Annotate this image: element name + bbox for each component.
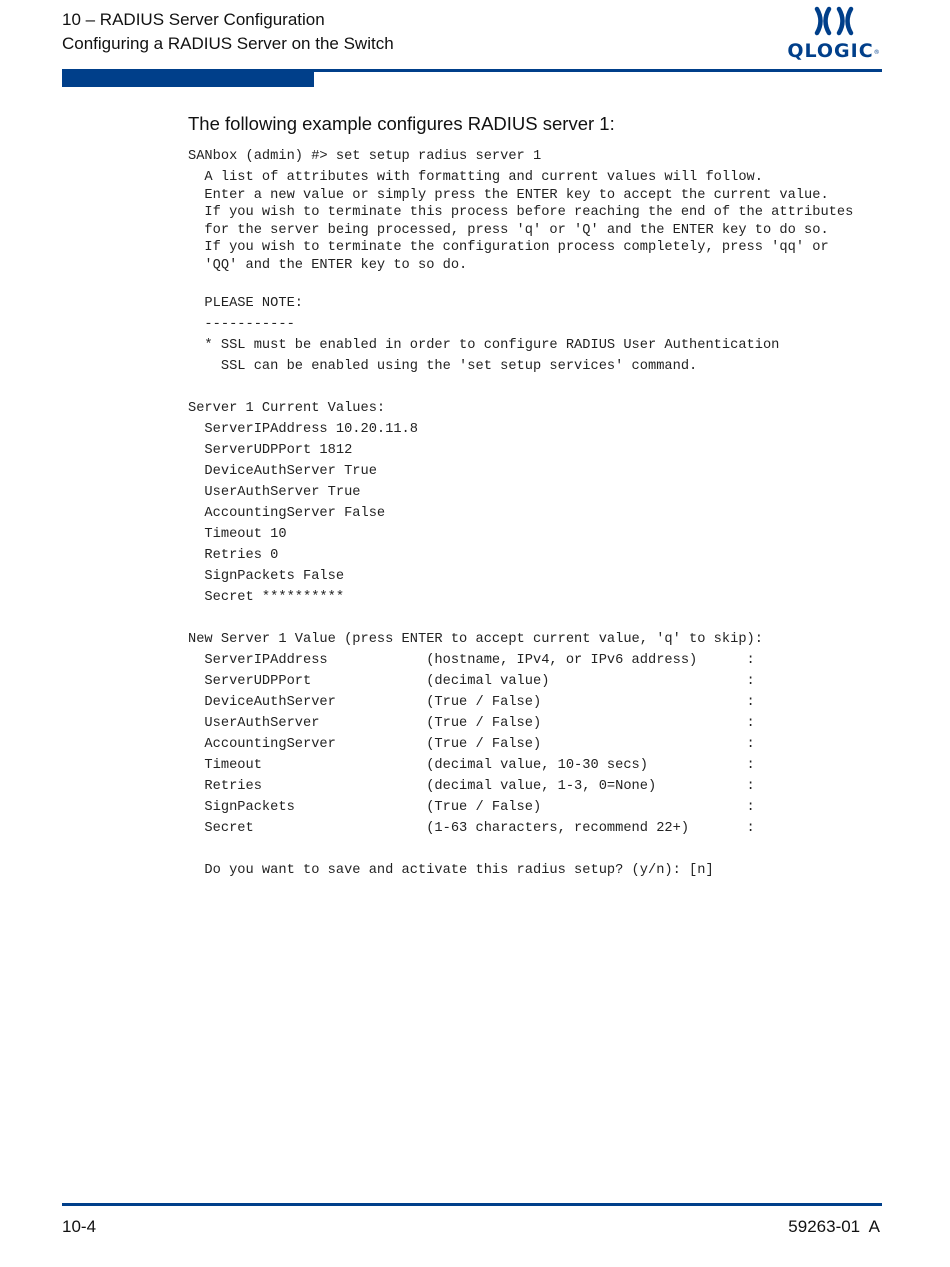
new-values-heading: New Server 1 Value (press ENTER to accept current value, 'q' to skip): <box>188 632 763 647</box>
current-value-line: Timeout 10 <box>188 527 287 542</box>
qlogic-logo <box>786 6 882 62</box>
new-value-line: SignPackets (True / False) : <box>188 800 755 815</box>
current-value-line: DeviceAuthServer True <box>188 464 377 479</box>
info-line: If you wish to terminate this process before reaching the end of the attributes <box>188 205 854 220</box>
info-line: for the server being processed, press 'q' or 'Q' and the ENTER key to do so. <box>188 223 829 238</box>
current-value-line: UserAuthServer True <box>188 485 361 500</box>
logo-wordmark: QLOGIC® <box>787 40 881 62</box>
command-line: SANbox (admin) #> set setup radius server 1 <box>188 149 542 164</box>
new-value-line: ServerUDPPort (decimal value) : <box>188 674 755 689</box>
new-value-line: Retries (decimal value, 1-3, 0=None) : <box>188 779 755 794</box>
info-line: 'QQ' and the ENTER key to so do. <box>188 258 468 273</box>
new-value-line: Secret (1-63 characters, recommend 22+) : <box>188 821 755 836</box>
info-line: If you wish to terminate the configuration process completely, press 'qq' or <box>188 240 829 255</box>
current-values-heading: Server 1 Current Values: <box>188 401 386 416</box>
info-line: Enter a new value or simply press the ENTER key to accept the current value. <box>188 188 829 203</box>
page-number: 10-4 <box>62 1217 97 1236</box>
section-title: Configuring a RADIUS Server on the Switch <box>62 34 394 53</box>
chapter-title: 10 – RADIUS Server Configuration <box>62 10 325 29</box>
current-value-line: Retries 0 <box>188 548 279 563</box>
save-prompt: Do you want to save and activate this radius setup? (y/n): [n] <box>188 863 714 878</box>
note-line: * SSL must be enabled in order to configure RADIUS User Authentication <box>188 338 780 353</box>
new-value-line: UserAuthServer (True / False) : <box>188 716 755 731</box>
current-value-line: ServerIPAddress 10.20.11.8 <box>188 422 418 437</box>
note-line: SSL can be enabled using the 'set setup services' command. <box>188 359 698 374</box>
current-value-line: SignPackets False <box>188 569 345 584</box>
example-intro: The following example configures RADIUS server 1: <box>188 113 615 134</box>
new-value-line: DeviceAuthServer (True / False) : <box>188 695 755 710</box>
note-heading: PLEASE NOTE: <box>188 296 303 311</box>
current-value-line: AccountingServer False <box>188 506 386 521</box>
qlogic-mark-icon <box>813 6 855 36</box>
footer-rule <box>62 1203 882 1206</box>
current-value-line: ServerUDPPort 1812 <box>188 443 353 458</box>
new-value-line: Timeout (decimal value, 10-30 secs) : <box>188 758 755 773</box>
header-accent-bar <box>62 72 314 87</box>
note-rule: ----------- <box>188 317 295 332</box>
info-line: A list of attributes with formatting and current values will follow. <box>188 170 763 185</box>
document-id: 59263-01 A <box>788 1217 880 1236</box>
new-value-line: ServerIPAddress (hostname, IPv4, or IPv6 address) : <box>188 653 755 668</box>
new-value-line: AccountingServer (True / False) : <box>188 737 755 752</box>
current-value-line: Secret ********** <box>188 590 345 605</box>
